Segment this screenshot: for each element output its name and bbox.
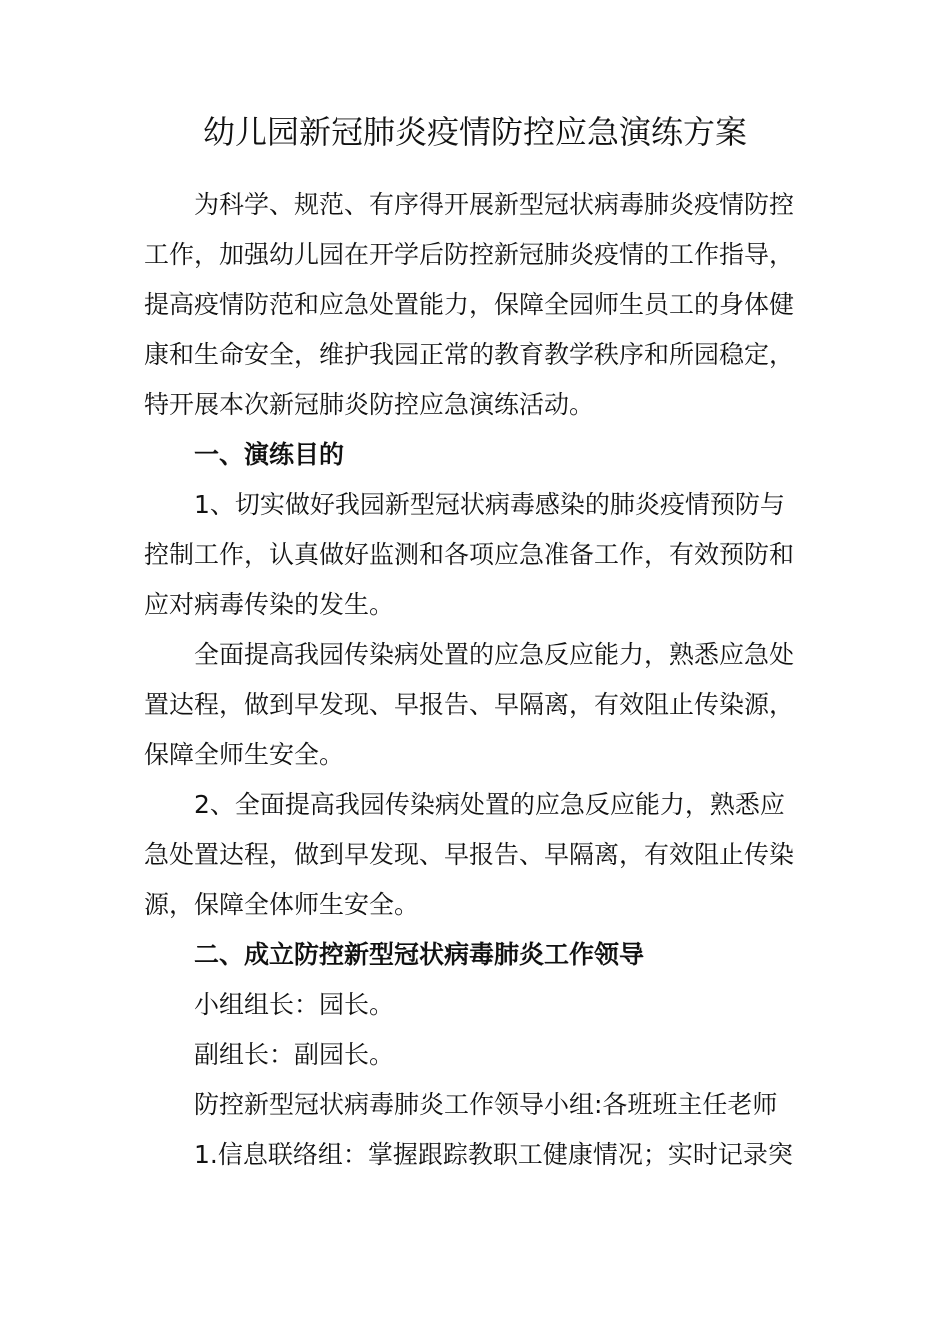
paragraph-line: 1、切实做好我园新型冠状病毒感染的肺炎疫情预防与	[194, 490, 785, 519]
paragraph-line: 全面提高我园传染病处置的应急反应能力，熟悉应急处	[194, 640, 795, 669]
paragraph-line: 1.信息联络组：掌握跟踪教职工健康情况；实时记录突	[194, 1140, 793, 1169]
paragraph-line: 康和生命安全，维护我园正常的教育教学秩序和所园稳定，	[144, 340, 795, 369]
paragraph-line: 提高疫情防范和应急处置能力，保障全园师生员工的身体健	[144, 290, 795, 319]
paragraph-line: 防控新型冠状病毒肺炎工作领导小组:各班班主任老师	[194, 1090, 778, 1119]
paragraph-line: 2、全面提高我园传染病处置的应急反应能力，熟悉应	[194, 790, 785, 819]
paragraph-line: 急处置达程，做到早发现、早报告、早隔离，有效阻止传染	[144, 840, 795, 869]
paragraph-line: 为科学、规范、有序得开展新型冠状病毒肺炎疫情防控	[194, 190, 795, 219]
paragraph-line: 置达程，做到早发现、早报告、早隔离，有效阻止传染源，	[144, 690, 795, 719]
paragraph-line: 副组长：副园长。	[194, 1040, 395, 1069]
document-title: 幼儿园新冠肺炎疫情防控应急演练方案	[202, 113, 747, 151]
paragraph-line: 特开展本次新冠肺炎防控应急演练活动。	[144, 390, 595, 419]
section-heading: 一、演练目的	[194, 440, 345, 469]
paragraph-line: 控制工作，认真做好监测和各项应急准备工作，有效预防和	[144, 540, 795, 569]
document-body	[144, 180, 824, 1180]
paragraph-line: 工作，加强幼儿园在开学后防控新冠肺炎疫情的工作指导，	[144, 240, 795, 269]
paragraph-line: 保障全师生安全。	[144, 740, 345, 769]
paragraph-line: 小组组长：园长。	[194, 990, 395, 1019]
paragraph-line: 应对病毒传染的发生。	[144, 590, 395, 619]
section-heading: 二、成立防控新型冠状病毒肺炎工作领导	[194, 940, 645, 969]
paragraph-line: 源，保障全体师生安全。	[144, 890, 420, 919]
